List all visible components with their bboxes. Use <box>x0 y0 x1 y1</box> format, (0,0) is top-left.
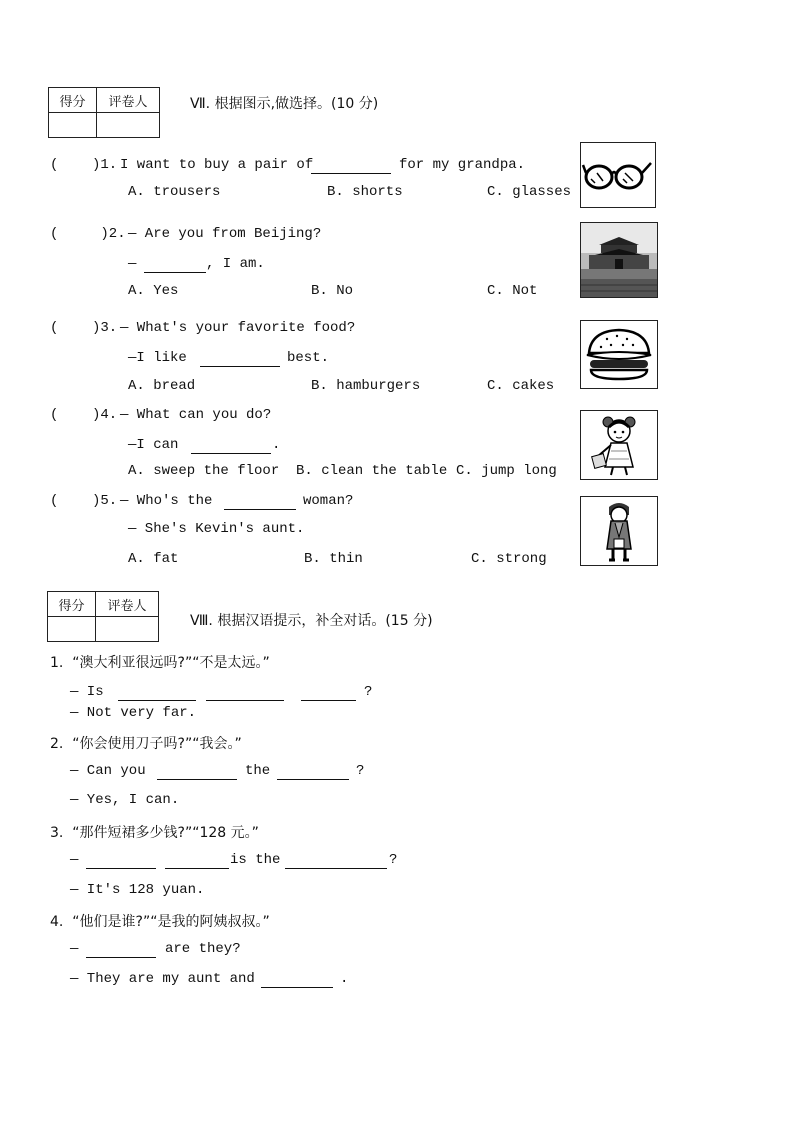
s8-item1-q-start: — Is <box>70 684 104 700</box>
girl-cleaning-icon <box>581 411 657 479</box>
q3-line2-a: —I like <box>128 350 187 366</box>
q4-option-a: A. sweep the floor <box>128 463 280 479</box>
q5-line2: — She's Kevin's aunt. <box>128 521 305 537</box>
s8-item2-blank-1[interactable] <box>157 767 237 780</box>
s8-item1-blank-2[interactable] <box>206 688 284 701</box>
q4-line1: — What can you do? <box>120 407 272 423</box>
q3-option-b: B. hamburgers <box>311 378 421 394</box>
tiananmen-icon <box>581 223 657 297</box>
score-label: 得分 <box>49 88 97 113</box>
s8-item1-q-end: ? <box>364 684 373 700</box>
q5-text-b: woman? <box>303 493 354 509</box>
q1-text-b: for my grandpa. <box>399 157 526 173</box>
section8-title: Ⅷ. 根据汉语提示，补全对话。(15 分) <box>190 613 433 629</box>
s8-item3-prompt: 3. “那件短裙多少钱?”“128 元。” <box>50 825 259 841</box>
q3-option-c: C. cakes <box>487 378 555 394</box>
q4-line2-b: . <box>272 437 281 453</box>
q5-paren[interactable]: ( )5. <box>50 493 118 509</box>
q3-option-a: A. bread <box>128 378 196 394</box>
woman-picture <box>580 496 658 566</box>
q1-paren[interactable]: ( )1. <box>50 157 118 173</box>
s8-item3-q-start: — <box>70 852 79 868</box>
q2-option-c: C. Not <box>487 283 538 299</box>
s8-item1-answer: — Not very far. <box>70 705 197 721</box>
q4-blank[interactable] <box>191 441 271 454</box>
glasses-icon <box>581 143 655 207</box>
q5-option-c: C. strong <box>471 551 547 567</box>
s8-item3-blank-2[interactable] <box>165 856 229 869</box>
q1-option-c: C. glasses <box>487 184 572 200</box>
q2-paren[interactable]: ( )2. <box>50 226 126 242</box>
s8-item2-q-end: ? <box>356 763 365 779</box>
score-table-1 <box>48 87 160 138</box>
s8-item4-answer-end: . <box>340 971 349 987</box>
grader-label: 评卷人 <box>97 88 160 113</box>
score-cell[interactable] <box>49 113 97 138</box>
q4-line2-a: —I can <box>128 437 179 453</box>
s8-item2-q-mid: the <box>245 763 271 779</box>
s8-item4-blank-2[interactable] <box>261 975 333 988</box>
s8-item3-blank-3[interactable] <box>285 856 387 869</box>
q3-blank[interactable] <box>200 354 280 367</box>
s8-item3-q-end: ? <box>389 852 398 868</box>
grader-cell[interactable] <box>97 113 160 138</box>
s8-item2-blank-2[interactable] <box>277 767 349 780</box>
hamburger-icon <box>581 321 657 388</box>
s8-item4-q-start: — <box>70 941 79 957</box>
grader-cell[interactable] <box>96 617 159 642</box>
q4-option-b: B. clean the table <box>296 463 448 479</box>
q1-text-a: I want to buy a pair of <box>120 157 314 173</box>
hamburger-picture <box>580 320 658 389</box>
s8-item4-answer: — They are my aunt and <box>70 971 255 987</box>
s8-item4-blank-1[interactable] <box>86 945 156 958</box>
s8-item1-blank-1[interactable] <box>118 688 196 701</box>
q2-option-a: A. Yes <box>128 283 179 299</box>
s8-item2-prompt: 2. “你会使用刀子吗?”“我会。” <box>50 736 242 752</box>
s8-item4-q-end: are they? <box>165 941 241 957</box>
s8-item3-answer: — It's 128 yuan. <box>70 882 205 898</box>
s8-item1-blank-3[interactable] <box>301 688 356 701</box>
q1-option-a: A. trousers <box>128 184 221 200</box>
q3-paren[interactable]: ( )3. <box>50 320 118 336</box>
q2-option-b: B. No <box>311 283 354 299</box>
q4-paren[interactable]: ( )4. <box>50 407 118 423</box>
q2-blank[interactable] <box>144 260 206 273</box>
s8-item3-blank-1[interactable] <box>86 856 156 869</box>
glasses-picture <box>580 142 656 208</box>
score-label: 得分 <box>48 592 96 617</box>
woman-icon <box>581 497 657 565</box>
s8-item4-prompt: 4. “他们是谁?”“是我的阿姨叔叔。” <box>50 914 270 930</box>
q2-line2-b: , I am. <box>206 256 265 272</box>
q3-line2-b: best. <box>287 350 330 366</box>
s8-item2-q-start: — Can you <box>70 763 146 779</box>
score-table-2 <box>47 591 159 642</box>
q5-text-a: — Who's the <box>120 493 213 509</box>
s8-item1-prompt: 1. “澳大利亚很远吗?”“不是太远。” <box>50 655 270 671</box>
grader-label: 评卷人 <box>96 592 159 617</box>
q3-line1: — What's your favorite food? <box>120 320 356 336</box>
q1-blank[interactable] <box>311 161 391 174</box>
beijing-gate-picture <box>580 222 658 298</box>
s8-item3-q-mid: is the <box>230 852 281 868</box>
q1-option-b: B. shorts <box>327 184 403 200</box>
girl-cleaning-picture <box>580 410 658 480</box>
section7-title: Ⅶ. 根据图示,做选择。(10 分) <box>190 96 379 112</box>
q4-option-c: C. jump long <box>456 463 557 479</box>
q5-option-b: B. thin <box>304 551 363 567</box>
s8-item2-answer: — Yes, I can. <box>70 792 180 808</box>
q5-option-a: A. fat <box>128 551 179 567</box>
q2-line2-a: — <box>128 256 137 272</box>
q2-line1: — Are you from Beijing? <box>128 226 322 242</box>
score-cell[interactable] <box>48 617 96 642</box>
q5-blank[interactable] <box>224 497 296 510</box>
